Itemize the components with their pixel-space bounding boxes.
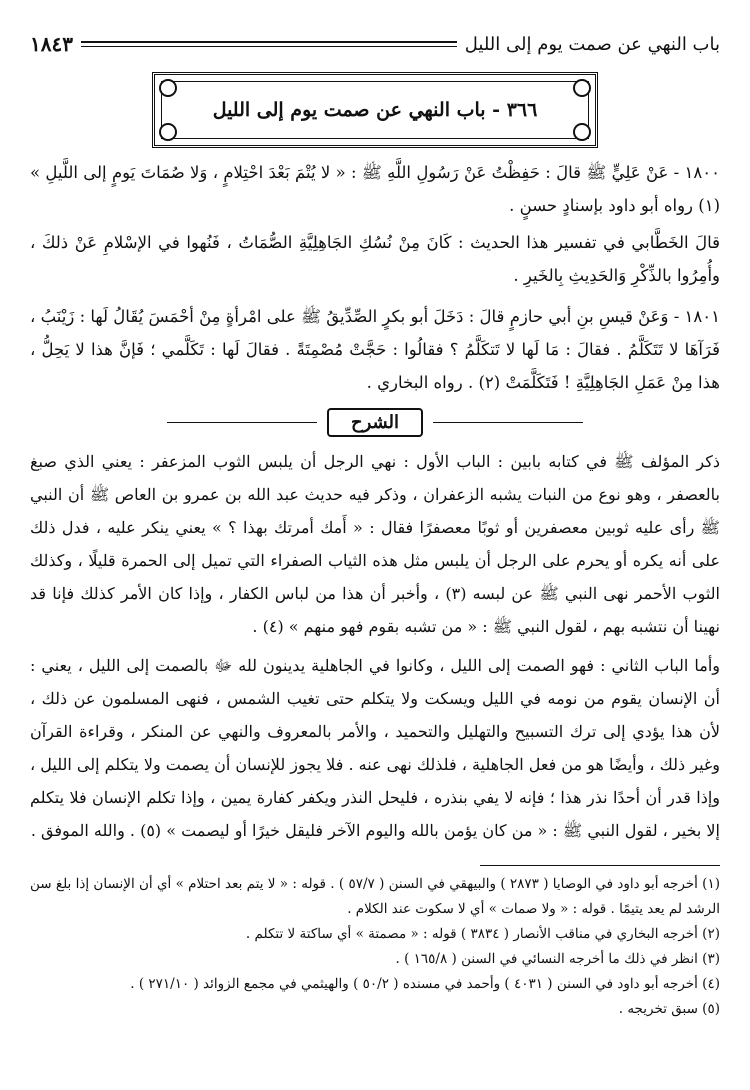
commentary-paragraph-2: وأما الباب الثاني : فهو الصمت إلى الليل ، وكانوا في الجاهلية يدينون لله ﷻ بالصمت إلى الليل ، يعني : أن الإنسان يقوم من نومه في الليل ويسكت ولا يتكلم حتى تغيب الشمس ، فنهى المسلمون عن ذلك ، لأن هذا يؤدي إلى ترك التسبيح والتهليل والتحميد ، والأمر بالمعروف والنهي عن المنكر ، وقراءة القرآن وغير ذلك ، وأيضًا هو من فعل الجاهلية ، فلذلك نهى عنه . فلا يجوز للإنسان أن يصمت ولا يتكلم إلى الليل ، وإذا قدر أن أحدًا نذر هذا ؛ فإنه لا يفي بنذره ، فليحل النذر ويكفر كفارة يمين ، وإذا تكلم الإنسان فلا يتكلم إلا بخير ، لقول النبي ﷺ : « من كان يؤمن بالله واليوم الآخر فليقل خيرًا أو ليصمت » (٥) . والله الموفق . — [30, 656, 720, 840]
footnote: (١) أخرجه أبو داود في الوصايا ( ٢٨٧٣ ) والبيهقي في السنن ( ٥٧/٧ ) . قوله : « لا يتم بعد احتلام » أي أن الإنسان إذا بلغ سن الرشد لم يعد يتيمًا . قوله : « ولا صمات » أي لا سكوت عند الكلام . — [30, 876, 720, 917]
sharh-label: الشرح — [327, 408, 423, 437]
hadith-1800-line-2: يَومٍ إلى اللَّيلِ » (١) رواه أبو داود بإسنادٍ حسنٍ . — [30, 163, 720, 215]
corner-ornament-icon — [573, 123, 591, 141]
corner-ornament-icon — [159, 123, 177, 141]
running-header — [30, 30, 720, 58]
khattabi-line-2: ذلكَ ، وأُمِرُوا بالذِّكْرِ وَالحَدِيثِ بِالخَيرِ . — [30, 233, 720, 285]
sharh-rule-left — [167, 422, 317, 423]
hadith-1800 — [30, 156, 720, 222]
commentary-paragraph-1: ذكر المؤلف ﷺ في كتابه بابين : الباب الأول : نهي الرجل أن يلبس الثوب المزعفر : يعني الذي صبغ بالعصفر ، وهو نوع من النبات يشبه الزعفران ، وذكر فيه حديث عبد الله بن عمرو بن العاص ﷺ أن النبي ﷺ رأى عليه ثوبين معصفرين أو ثوبًا معصفرًا فقال : « أَمك أمرتك بهذا ؟ » يعني ينكر عليه ، فدل ذلك على أنه يكره أو يحرم على الرجل أن يلبس مثل هذه الثياب الصفراء التي تميل إلى الحمرة قليلًا ، وكذلك الثوب الأحمر نهى النبي ﷺ عن لبسه (٣) ، وأخبر أن هذا من لباس الكفار ، وإذا كان الأمر كذلك فإنا قد نهينا أن نتشبه بهم ، لقول النبي ﷺ : « من تشبه بقوم فهو منهم » (٤) . — [30, 452, 721, 636]
corner-ornament-icon — [159, 79, 177, 97]
footnote: (٤) أخرجه أبو داود في السنن ( ٤٠٣١ ) وأحمد في مسنده ( ٥٠/٢ ) والهيثمي في مجمع الزوائد ( ٢٧١/١٠ ) . — [130, 976, 720, 992]
hadith-1801-line-1: ١٨٠١ - وَعَنْ قيسِ بنِ أبي حازمٍ قالَ : دَخَلَ أبو بكرٍ الصِّدِّيقُ ﷺ على امْرأةٍ مِنْ أحْمَسَ يُقَالُ — [113, 307, 720, 326]
footnote: (٥) سبق تخريجه . — [618, 1001, 720, 1017]
hadith-1801-line-3: فَإنَّ هذا لا يَحِلُّ ، هذا مِنْ عَمَلِ الجَاهِلِيَّةِ ! فَتَكَلَّمَتْ (٢) . رواه البخاري . — [30, 340, 720, 392]
footnote: (٢) أخرجه البخاري في مناقب الأنصار ( ٣٨٣٤ ) قوله : « مصمتة » أي ساكتة لا تتكلم . — [245, 926, 720, 942]
khattabi-line-1: قالَ الخَطَّابي في تفسير هذا الحديث : كَانَ مِنْ نُسُكِ الجَاهِلِيَّةِ الصُّمَاتُ ، فَنُهوا في الإسْلامِ عَنْ — [74, 233, 721, 252]
footnotes — [30, 872, 720, 1022]
chapter-heading-frame — [152, 72, 598, 148]
header-rule — [81, 41, 457, 47]
corner-ornament-icon — [573, 79, 591, 97]
khattabi-explanation — [30, 226, 720, 292]
page-number: ١٨٤٣ — [30, 32, 73, 56]
sharh-divider — [30, 405, 720, 439]
hadith-1800-line-1: ١٨٠٠ - عَنْ عَلِيٍّ ﷺ قالَ : حَفِظْتُ عَنْ رَسُولِ اللَّهِ ﷺ : « لا يُتْمَ بَعْدَ احْتِلامٍ ، وَلا صُمَاتَ — [140, 163, 720, 182]
chapter-title: ٣٦٦ - باب النهي عن صمت يوم إلى الليل — [212, 99, 538, 121]
footnote-separator — [480, 865, 720, 866]
book-page — [30, 30, 720, 1022]
sharh-rule-right — [433, 422, 583, 423]
running-title: باب النهي عن صمت يوم إلى الليل — [464, 33, 720, 55]
hadith-1801 — [30, 300, 720, 399]
hadith-1801-line-2: لَها : زَيْنَبُ ، فَرَآهَا لا تَتَكَلَّمُ . فقالَ : مَا لَها لا تَتكَلَّمُ ؟ فقالُوا : حَجَّتْ مُصْمِتَةً . فقالَ لَها : تَكَلَّمي ؛ — [30, 307, 720, 359]
footnote: (٣) انظر في ذلك ما أخرجه النسائي في السنن ( ١٦٥/٨ ) . — [395, 951, 720, 967]
